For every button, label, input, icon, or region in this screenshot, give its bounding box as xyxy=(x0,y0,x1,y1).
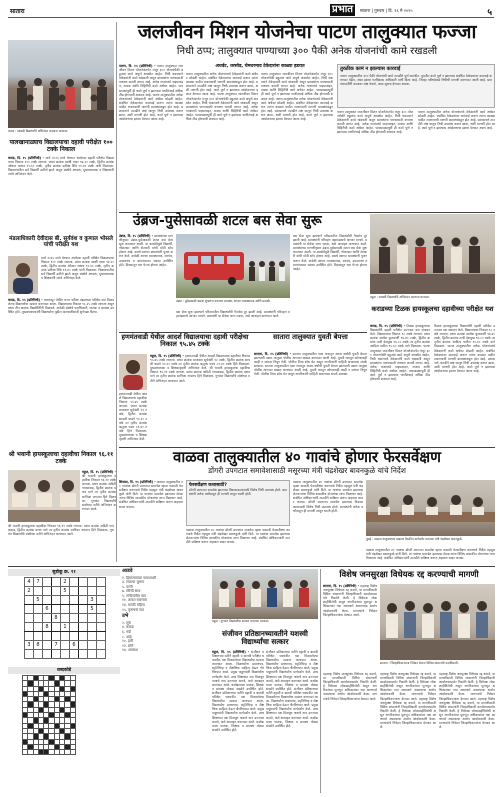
sudoku-cell xyxy=(70,614,79,623)
sudoku-cell xyxy=(70,650,79,659)
sudoku-cell: 8 xyxy=(34,641,43,650)
tilak-group-photo xyxy=(370,214,495,294)
masthead-info: सातारा | गुरुवार | दि. १६ मे २०२५ xyxy=(360,8,413,13)
felicitation-text: संजीवन प्रतिष्ठानच्या वतीने दहावी व बारावी परीक्षेत घवघवीत यश मिळवलेल्या विद्यार्थ्यांचा सत्कार करण्यात आला. विद्यार्थ्यांना प्रमाणपत्र, स्मृतिचिन्ह व शैक्षणिक साहित्य देऊन गौरविण्यात आले. प्रमुख पाहुण्यांनी विद्यार्थ्यांना मार्गदर्शन केले. उच्च शिक्षणात यश मिळवून गावाचे नाव उज्ज्वल करावे, असे आवाहन करण्यात आले. कार्यक्रमाला पालक, शिक्षक व ग्रामस्थ मोठ्या संख्येने उपस्थित होते. xyxy=(212,650,264,691)
felicitation-body-1 xyxy=(212,650,264,794)
exam-success-body xyxy=(8,298,114,410)
tilak-text: टिळक हायस्कूलच्या विद्यार्थ्यांनी दहावी परीक्षेत उज्ज्वल यश संपादन केले. विद्यालयाचा निकाल ९८ टक्के लागला. प्रथम क्रमांक सार्थक कुलकर्णी ९७.४० टक्के, द्वितीय क्रमांक तन्वी देशमुख ९६.८० टक्के तर तृतीय क्रमांक आदित्य पाटील ९५.६० टक्के याने मिळवला. xyxy=(370,324,430,349)
sudoku-cell xyxy=(43,614,52,623)
clues-down-title: उभे xyxy=(122,613,129,620)
lead-subhead: निधी ठप्प; तालुक्यात पाण्याच्या ३०० पैकी अनेक योजनांची कामे रखडली xyxy=(176,46,438,57)
walwa-body-4 xyxy=(366,548,495,564)
sudoku-cell xyxy=(79,605,88,614)
bill-protest-photo xyxy=(380,584,495,660)
bill-text-3: महाराष्ट्र विशेष जनसुरक्षा विधेयक रद्द करावे, या मागणीसाठी विविध संघटनांनी जिल्हाधिकारी कार्यालयासमोर निदर्शने केली. हे विधेयक लोकशाहीविरोधी असून नागरिकांच्या मूलभूत अधिकारांवर गदा आणणारे असल्याचा आरोप आंदोलकांनी केला. मागण्यांचे निवेदन जिल्हाधिकाऱ्यांना देण्यात आले. xyxy=(380,672,436,701)
school-result-body xyxy=(8,156,114,234)
bus-dateline: उंब्रज, दि. १५ (प्रतिनिधी) - xyxy=(119,234,154,238)
sudoku-cell xyxy=(43,650,52,659)
bill-text-4b: महाराष्ट्र विशेष जनसुरक्षा विधेयक रद्द करावे, या मागणीसाठी विविध संघटनांनी जिल्हाधिकारी कार्यालयासमोर निदर्शने केली. हे विधेयक लोकशाहीविरोधी असून नागरिकांच्या मूलभूत अधिकारांवर गदा आणणारे असल्याचा आरोप आंदोलकांनी केला. मागण्यांचे निवेदन जिल्हाधिकाऱ्यांना देण्यात आले. xyxy=(439,696,495,730)
clue-item: १. हिमालयाच्या पायथ्याशी xyxy=(122,575,156,580)
sudoku-cell: 4 xyxy=(25,578,34,587)
crossword-title: शब्दकोडे xyxy=(8,667,120,674)
exam-success-dateline: कराड, दि. १५ (प्रतिनिधी) - xyxy=(8,298,43,302)
crossword-grid xyxy=(22,675,76,755)
lead-text-3: पाटण तालुक्यात जलजीवन मिशन योजनेअंतर्गत मंजूर ३०० योजनांपैकी बहुतांश कामे अपूर्ण अवस्थेत आहेत. निधी थकल्याने ठेकेदारांनी कामे थांबवली असून ग्रामस्थांना पाण्यासाठी वणवण करावी लागत आहे. अनेक गावांमध्ये पाइपलाइन, टाक्या आणि विहिरींची कामे अर्धवट आहेत. पावसाळ्यापूर्वी ही कामे पूर्ण न झाल्यास पाणीटंचाई अधिक तीव्र होण्याची शक्यता आहे. xyxy=(261,72,333,101)
sudoku-cell: 6 xyxy=(43,605,52,614)
sudoku-cell xyxy=(88,587,97,596)
sudoku-cell xyxy=(97,650,106,659)
lead-body-col5 xyxy=(418,110,495,210)
bus-launch-photo xyxy=(176,234,290,298)
sudoku-cell: 7 xyxy=(52,641,61,650)
exam-success-side xyxy=(41,256,114,296)
lead-text: पाटण तालुक्यात जलजीवन मिशन योजनेअंतर्गत मंजूर ३०० योजनांपैकी बहुतांश कामे अपूर्ण अवस्थेत आहेत. निधी थकल्याने ठेकेदारांनी कामे थांबवली असून ग्रामस्थांना पाण्यासाठी वणवण करावी लागत आहे. अनेक गावांमध्ये पाइपलाइन, टाक्या आणि विहिरींची कामे अर्धवट आहेत. पावसाळ्यापूर्वी ही कामे पूर्ण न झाल्यास पाणीटंचाई अधिक तीव्र होण्याची शक्यता आहे. xyxy=(119,64,183,97)
felicitation-text-2b: संजीवन प्रतिष्ठानच्या वतीने दहावी व बारावी परीक्षेत घवघवीत यश मिळवलेल्या विद्यार्थ्यांचा सत्कार करण्यात आला. विद्यार्थ्यांना प्रमाणपत्र, स्मृतिचिन्ह व शैक्षणिक साहित्य देऊन गौरविण्यात आले. प्रमुख पाहुण्यांनी विद्यार्थ्यांना मार्गदर्शन केले. उच्च शिक्षणात यश मिळवून गावाचे नाव उज्ज्वल करावे, असे आवाहन करण्यात आले. कार्यक्रमाला पालक, शिक्षक व ग्रामस्थ मोठ्या संख्येने उपस्थित होते. xyxy=(266,686,318,728)
sudoku-cell xyxy=(97,596,106,605)
sudoku-cell xyxy=(34,587,43,596)
adarsh-dateline: वडूज, दि. १५ (प्रतिनिधी) - xyxy=(150,354,184,358)
clue-item: १०. हत्ती xyxy=(122,639,134,644)
walwa-text-3b: डोंगरी उपगटात समावेश झाल्यास विकासकामांसाठी विशेष निधी उपलब्ध होतो. ग्रामस्थांनी अनेक वर्षांपासून ही मागणी लावून धरली होती. xyxy=(293,500,363,513)
sudoku-cell xyxy=(88,614,97,623)
sudoku-cell xyxy=(25,614,34,623)
tilak-dateline: कराड, दि. १५ (प्रतिनिधी) - xyxy=(370,324,406,328)
sudoku-cell xyxy=(79,587,88,596)
bill-body-4 xyxy=(439,672,495,794)
sudoku-cell: 5 xyxy=(88,605,97,614)
lead-text-2: पाटण तालुक्यातील अनेक योजनांमध्ये ठेकेदारांनी कामे अर्धवट सोडली आहेत. संबंधित ठेकेदारांवर कारवाई करून त्यांना काळ्या यादीत टाकण्याची मागणी ग्रामस्थांकडून होत आहे. प्रशासनाने तातडीने लक्ष घालून निधी उपलब्ध करून द्यावा, अशी मागणी होत आहे. कामे पूर्ण न झाल्यास आंदोलनाचा इशारा देण्यात आला आहे. xyxy=(186,72,258,97)
walwa-body-3 xyxy=(293,480,363,564)
walwa-photo-caption: मुंबई : वाळवा तालुक्याच्या प्रश्नावर बैठकीत मार्गदर्शन करताना मंत्री चंद्रशेखर बावनकुळे. xyxy=(366,537,463,541)
exam-success-headline: मंडलाधिकारी देवीदास बी. सूर्यवंश व कुणाल भोसले यांची परीक्षेत यश xyxy=(9,236,113,249)
sudoku-cell xyxy=(61,641,70,650)
sudoku-cell xyxy=(34,650,43,659)
adarsh-portrait xyxy=(119,354,147,390)
sudoku-cell xyxy=(52,650,61,659)
school-group-photo xyxy=(8,40,114,128)
lead-body-col1 xyxy=(119,64,183,210)
sudoku-cell xyxy=(79,650,88,659)
clue-item: १२. सोने xyxy=(122,643,134,648)
sudoku-cell: 3 xyxy=(88,596,97,605)
sudoku-cell: 2 xyxy=(25,587,34,596)
sudoku-cell xyxy=(61,614,70,623)
clues-down-list xyxy=(122,621,210,653)
sudoku-cell xyxy=(34,632,43,641)
adarsh-text-2: हणमंतवाडी येथील आदर्श विद्यालयाचा दहावीचा निकाल ९५.४५ टक्के लागला. प्रथम क्रमांक प्राजक्ता सूर्यवंशी ९२ टक्के, द्वितीय क्रमांक सायली घाडगे ९०.२० टक्के तर तृतीय क्रमांक ऋतुजा पवार ८९.४० टक्के हिने मिळवला. मुख्याध्यापक व शिक्षकवृंदांनी अभिनंदन केले. xyxy=(119,392,147,442)
bus-body-3 xyxy=(293,234,367,330)
felicitation-caption: वडूज : गुणवंत विद्यार्थ्यांचा सत्कार करताना मान्यवर. xyxy=(212,619,270,623)
bhavani-body-2 xyxy=(8,524,114,554)
sudoku-cell xyxy=(88,641,97,650)
sudoku-cell xyxy=(97,578,106,587)
sudoku-cell: 7 xyxy=(34,578,43,587)
sudoku-title: सुडोकू क्र. ११ xyxy=(8,569,120,576)
walwa-dateline: शिराळा, दि. १५ (प्रतिनिधी) - xyxy=(119,480,156,484)
sudoku-cell xyxy=(43,578,52,587)
sudoku-cell xyxy=(34,614,43,623)
sudoku-cell xyxy=(97,587,106,596)
clue-item: ६. नदी xyxy=(122,629,131,634)
clue-item: ८. आई xyxy=(122,634,132,639)
school-result-text: मार्च २०२५ मध्ये घेण्यात आलेल्या दहावी परीक्षेत विद्यालयाचा निकाल १०० टक्के लागला. प्रथम क्रमांक साक्षी पवार ९४.२० टक्के, द्वितीय क्रमांक ओंकार जाधव ९२.६० टक्के, तृतीय क्रमांक प्रतीक्षा शिंदे ९१.४० टक्के यांनी मिळवला. विद्यालयातील सर्व विद्यार्थी उत्तीर्ण झाले असून संस्थेचे अध्यक्ष, मुख्याध्यापक व शिक्षकांनी त्यांचे अभिनंदन केले. xyxy=(8,156,114,177)
sudoku-cell xyxy=(88,650,97,659)
sudoku-cell: 5 xyxy=(61,587,70,596)
clue-item: ४. कमळ xyxy=(122,625,134,630)
satara-body xyxy=(254,352,367,444)
adarsh-text: हणमंतवाडी येथील आदर्श विद्यालयाचा दहावीचा निकाल ९५.४५ टक्के लागला. प्रथम क्रमांक प्राजक्ता सूर्यवंशी ९२ टक्के, द्वितीय क्रमांक सायली घाडगे ९०.२० टक्के तर तृतीय क्रमांक ऋतुजा पवार ८९.४० टक्के हिने मिळवला. मुख्याध्यापक व शिक्षकवृंदांनी अभिनंदन केले. xyxy=(150,354,250,371)
adarsh-body-2 xyxy=(119,392,147,444)
sudoku-cell xyxy=(70,623,79,632)
sudoku-cell xyxy=(25,650,34,659)
adarsh-text-b: श्री भवानी हायस्कूलचा दहावीचा निकाल ९६.११ टक्के लागला. प्रथम क्रमांक अदिती गायकवाड, द्वितीय क्रमांक प्रणव माने तर तृतीय क्रमांक सानिका जगताप हिने मिळवला. गुणवंत विद्यार्थ्यांचे संस्थेच्या वतीने अभिनंदन करण्यात आले. xyxy=(150,366,250,383)
bus-text-3b: ग्रामस्थांच्या मागणीनुसार उंब्रज-पुसेसावळी शटल बस सेवा सुरू करण्यात आली. या बससेवेमुळे विद्यार्थी, नोकरदार आणि शेतकरी यांची मोठी सोय होणार आहे. बसचे स्वागत ग्रामस्थांनी पूजन करून केले. यावेळी आगार व्यवस्थापक, सरपंच, उपसरपंच व ग्रामपंचायत सदस्य उपस्थित होते. दिवसातून चार फेऱ्या होणार आहेत. xyxy=(293,246,367,271)
bhavani-text: श्री भवानी हायस्कूलचा दहावीचा निकाल ९६.११ टक्के लागला. प्रथम क्रमांक अदिती गायकवाड, द्वितीय क्रमांक प्रणव माने तर तृतीय क्रमांक सानिका जगताप हिने मिळवला. गुणवंत विद्यार्थ्यांचे संस्थेच्या वतीने अभिनंदन करण्यात आले. xyxy=(82,474,116,511)
sudoku-cell xyxy=(88,623,97,632)
lead-body-col2 xyxy=(186,72,258,210)
lead-dateline: पाटण, दि. १५ (प्रतिनिधी) - xyxy=(119,64,156,68)
bill-dateline: सातारा, दि. १५ (प्रतिनिधी) - xyxy=(323,584,360,588)
bill-text: महाराष्ट्र विशेष जनसुरक्षा विधेयक रद्द करावे, या मागणीसाठी विविध संघटनांनी जिल्हाधिकारी कार्यालयासमोर निदर्शने केली. हे विधेयक लोकशाहीविरोधी असून नागरिकांच्या मूलभूत अधिकारांवर गदा आणणारे असल्याचा आरोप आंदोलकांनी केला. मागण्यांचे निवेदन जिल्हाधिकाऱ्यांना देण्यात आले. xyxy=(323,584,377,617)
tilak-text-2: टिळक हायस्कूलच्या विद्यार्थ्यांनी दहावी परीक्षेत उज्ज्वल यश संपादन केले. विद्यालयाचा निकाल ९८ टक्के लागला. प्रथम क्रमांक सार्थक कुलकर्णी ९७.४० टक्के, द्वितीय क्रमांक तन्वी देशमुख ९६.८० टक्के तर तृतीय क्रमांक आदित्य पाटील ९५.६० टक्के याने मिळवला. xyxy=(434,324,495,349)
page-number: ५ xyxy=(487,8,492,18)
walwa-text-3: वाळवा तालुक्यातील ४० गावांचा डोंगरी उपगटात समावेश व्हावा यासाठी फेरसर्वेक्षण करण्याचे निर्देश महसूल मंत्री चंद्रशेखर बावनकुळे यांनी दिले. या गावांचा समावेश झाल्यास शेतकऱ्यांना विविध शासकीय योजनांचा लाभ मिळणार आहे. संबंधित अधिकाऱ्यांनी तातडीने सर्वेक्षण करून अहवाल सादर करावा. xyxy=(293,480,363,505)
satara-dateline: सातारा, दि. १५ (प्रतिनिधी) - xyxy=(254,352,292,356)
walwa-text: वाळवा तालुक्यातील ४० गावांचा डोंगरी उपगटात समावेश व्हावा यासाठी फेरसर्वेक्षण करण्याचे निर्देश महसूल मंत्री चंद्रशेखर बावनकुळे यांनी दिले. या गावांचा समावेश झाल्यास शेतकऱ्यांना विविध शासकीय योजनांचा लाभ मिळणार आहे. संबंधित अधिकाऱ्यांनी तातडीने सर्वेक्षण करून अहवाल सादर करावा. xyxy=(119,480,183,509)
sudoku-cell xyxy=(61,596,70,605)
bill-headline: विशेष जनसुरक्षा विधेयक रद्द करण्याची मागणी xyxy=(339,569,479,579)
sudoku-cell xyxy=(52,605,61,614)
masthead-logo: प्रभात xyxy=(332,4,354,15)
sudoku-cell xyxy=(52,623,61,632)
lead-box-body: पाटण तालुक्यातील ३०० पैकी योजनांची कामे तातडीने पूर्ण करावीत. मुदतीत कामे पूर्ण न झाल्यास संबंधित ठेकेदारांवर कारवाई करण्यात येईल, असा इशारा गटविकास अधिकारी यांनी दिला आहे. जिल्हा परिषदेकडे निधीची मागणी करण्यात आली आहे. ग्रामपंचायतींनी कामावर लक्ष ठेवावे, अशा सूचना देण्यात आल्या. xyxy=(340,73,492,86)
sudoku-cell xyxy=(61,632,70,641)
clue-item: १३. मराठी महिना xyxy=(122,603,145,608)
walwa-text-4: वाळवा तालुक्यातील ४० गावांचा डोंगरी उपगटात समावेश व्हावा यासाठी फेरसर्वेक्षण करण्याचे निर्देश महसूल मंत्री चंद्रशेखर बावनकुळे यांनी दिले. या गावांचा समावेश झाल्यास शेतकऱ्यांना विविध शासकीय योजनांचा लाभ मिळणार आहे. संबंधित अधिकाऱ्यांनी तातडीने सर्वेक्षण करून अहवाल सादर करावा. xyxy=(366,548,495,561)
sudoku-cell xyxy=(97,632,106,641)
sudoku-cell xyxy=(34,605,43,614)
bus-text-3: बस सेवा सुरू झाल्याने परिसरातील विद्यार्थ्यांची गैरसोय दूर झाली आहे. ग्रामस्थांनी परिवहन महामंडळाचे आभार मानले. प्रवाशांनी या सेवेचा लाभ घ्यावा, असे आवाहन करण्यात आले. xyxy=(293,234,367,247)
felicitation-text-b: संजीवन प्रतिष्ठानच्या वतीने दहावी व बारावी परीक्षेत घवघवीत यश मिळवलेल्या विद्यार्थ्यांचा सत्कार करण्यात आला. विद्यार्थ्यांना प्रमाणपत्र, स्मृतिचिन्ह व शैक्षणिक साहित्य देऊन गौरविण्यात आले. प्रमुख पाहुण्यांनी विद्यार्थ्यांना मार्गदर्शन केले. उच्च शिक्षणात यश मिळवून गावाचे नाव उज्ज्वल करावे, असे आवाहन करण्यात आले. कार्यक्रमाला पालक, शिक्षक व ग्रामस्थ मोठ्या संख्येने उपस्थित होते. xyxy=(212,690,264,732)
bus-text: ग्रामस्थांच्या मागणीनुसार उंब्रज-पुसेसावळी शटल बस सेवा सुरू करण्यात आली. या बससेवेमुळे विद्यार्थी, नोकरदार आणि शेतकरी यांची मोठी सोय होणार आहे. बसचे स्वागत ग्रामस्थांनी पूजन करून केले. यावेळी आगार व्यवस्थापक, सरपंच, उपसरपंच व ग्रामपंचायत सदस्य उपस्थित होते. दिवसातून चार फेऱ्या होणार आहेत. xyxy=(119,234,173,267)
sudoku-cell xyxy=(97,614,106,623)
clue-item: ३. राजाचा मुलगा xyxy=(122,580,145,585)
walwa-info-box xyxy=(186,480,290,526)
bhavani-headline: श्री भवानी हायस्कूलाचा दहावीचा निकाल ९६.११ टक्के xyxy=(8,451,114,465)
sudoku-cell xyxy=(25,632,34,641)
masthead xyxy=(8,4,494,18)
bhavani-students-photo xyxy=(8,470,80,522)
lead-text-5: पाटण तालुक्यातील अनेक योजनांमध्ये ठेकेदारांनी कामे अर्धवट सोडली आहेत. संबंधित ठेकेदारांवर कारवाई करून त्यांना काळ्या यादीत टाकण्याची मागणी ग्रामस्थांकडून होत आहे. प्रशासनाने तातडीने लक्ष घालून निधी उपलब्ध करून द्यावा, अशी मागणी होत आहे. कामे पूर्ण न झाल्यास आंदोलनाचा इशारा देण्यात आला आहे. xyxy=(418,110,495,131)
tilak-text-2b: पाटण तालुक्यातील अनेक योजनांमध्ये ठेकेदारांनी कामे अर्धवट सोडली आहेत. संबंधित ठेकेदारांवर कारवाई करून त्यांना काळ्या यादीत टाकण्याची मागणी ग्रामस्थांकडून होत आहे. प्रशासनाने तातडीने लक्ष घालून निधी उपलब्ध करून द्यावा, अशी मागणी होत आहे. कामे पूर्ण न झाल्यास आंदोलनाचा इशारा देण्यात आला आहे. xyxy=(434,344,495,374)
sudoku-cell xyxy=(70,578,79,587)
sudoku-cell xyxy=(79,632,88,641)
felicitation-photo xyxy=(212,569,318,619)
lead-headline: जलजीवन मिशन योजनेचा पाटण तालुक्यात फज्जा xyxy=(137,21,477,43)
lead-info-box xyxy=(337,64,495,108)
sudoku-cell xyxy=(79,578,88,587)
walwa-text-2: वाळवा तालुक्यातील ४० गावांचा डोंगरी उपगटात समावेश व्हावा यासाठी फेरसर्वेक्षण करण्याचे निर्देश महसूल मंत्री चंद्रशेखर बावनकुळे यांनी दिले. या गावांचा समावेश झाल्यास शेतकऱ्यांना विविध शासकीय योजनांचा लाभ मिळणार आहे. संबंधित अधिकाऱ्यांनी तातडीने सर्वेक्षण करून अहवाल सादर करावा. xyxy=(186,528,290,545)
bill-text-3b: महाराष्ट्र विशेष जनसुरक्षा विधेयक रद्द करावे, या मागणीसाठी विविध संघटनांनी जिल्हाधिकारी कार्यालयासमोर निदर्शने केली. हे विधेयक लोकशाहीविरोधी असून नागरिकांच्या मूलभूत अधिकारांवर गदा आणणारे असल्याचा आरोप आंदोलकांनी केला. मागण्यांचे निवेदन जिल्हाधिकाऱ्यांना देण्यात आले. xyxy=(380,696,436,730)
lead-subhead-2: अधर्वट, धरसोड, चेमधरमाव टेकेदारांना काळ्या हडरात xyxy=(215,64,305,69)
sudoku-cell xyxy=(25,623,34,632)
exam-success-side-text: मार्च २०२५ मध्ये घेण्यात आलेल्या दहावी परीक्षेत विद्यालयाचा निकाल १०० टक्के लागला. प्रथम क्रमांक साक्षी पवार ९४.२० टक्के, द्वितीय क्रमांक ओंकार जाधव ९२.६० टक्के, तृतीय क्रमांक प्रतीक्षा शिंदे ९१.४० टक्के यांनी मिळवला. विद्यालयातील सर्व विद्यार्थी उत्तीर्ण झाले असून संस्थेचे अध्यक्ष, मुख्याध्यापक व शिक्षकांनी त्यांचे अभिनंदन केले. xyxy=(41,256,114,281)
school-photo-caption: कराड : यशस्वी विद्यार्थ्यांचे अभिनंदन करताना मान्यवर. xyxy=(8,129,69,133)
exam-success-text: मलकापूर येथील राज्य परीक्षा मंडळाच्या परीक्षेत यश मिळवलेल्या विद्यार्थ्यांचा सत्कार करण्यात आला. विद्यालयाचा निकाल ९८.२५ टक्के लागला असून प्रथम तीन क्रमांक विद्यार्थिनींनी मिळवले. यावेळी संस्थेचे पदाधिकारी, पालक व ग्रामस्थ उपस्थित होते. मुख्याध्यापकांनी विद्यार्थ्यांना पुढील वाटचालीसाठी शुभेच्छा दिल्या. xyxy=(8,298,114,315)
bus-text-2: बस सेवा सुरू झाल्याने परिसरातील विद्यार्थ्यांची गैरसोय दूर झाली आहे. ग्रामस्थांनी परिवहन महामंडळाचे आभार मानले. प्रवाशांनी या सेवेचा लाभ घ्यावा, असे आवाहन करण्यात आले. xyxy=(176,310,290,319)
lead-body-col4 xyxy=(337,110,413,210)
adarsh-headline: हणमंतवाडी येथील आदर्श विद्यालयाचा दहावी परीक्षेचा निकाल ९५.४५ टक्के xyxy=(121,333,249,349)
bus-body-2 xyxy=(176,310,290,330)
sudoku-cell xyxy=(25,596,34,605)
clue-item: १४. आकाश xyxy=(122,648,138,653)
sudoku-cell: 8 xyxy=(52,614,61,623)
sudoku-cell xyxy=(79,641,88,650)
bill-photo-caption: सातारा : जिल्हाधिकाऱ्यांना निवेदन देताना विविध संघटनांचे पदाधिकारी. xyxy=(380,661,459,665)
sudoku-cell xyxy=(79,623,88,632)
clues-across-title: आडवे xyxy=(122,568,133,574)
adarsh-body xyxy=(150,354,250,444)
tilak-body-2 xyxy=(434,324,495,444)
walwa-meeting-photo xyxy=(366,480,495,536)
felicitation-headline: संजीवन प्रतिष्ठानच्यावतीने यशस्वी विद्यार्थ्यांचा सत्कार xyxy=(222,629,308,646)
clue-item: ११. शेतात राबणारा xyxy=(122,598,148,603)
bill-body-3 xyxy=(380,672,436,794)
sudoku-cell xyxy=(97,641,106,650)
tilak-text-b: पाटण तालुक्यात जलजीवन मिशन योजनेअंतर्गत मंजूर ३०० योजनांपैकी बहुतांश कामे अपूर्ण अवस्थेत आहेत. निधी थकल्याने ठेकेदारांनी कामे थांबवली असून ग्रामस्थांना पाण्यासाठी वणवण करावी लागत आहे. अनेक गावांमध्ये पाइपलाइन, टाक्या आणि विहिरींची कामे अर्धवट आहेत. पावसाळ्यापूर्वी ही कामे पूर्ण न झाल्यास पाणीटंचाई अधिक तीव्र होण्याची शक्यता आहे. xyxy=(370,344,430,382)
sudoku-cell xyxy=(43,632,52,641)
tilak-photo-caption: वडूज : यशस्वी विद्यार्थ्यांचे अभिनंदन करताना मान्यवर. xyxy=(370,295,430,299)
walwa-body-1 xyxy=(119,480,183,564)
clues-across-list xyxy=(122,576,210,613)
sudoku-cell xyxy=(79,614,88,623)
sudoku-cell xyxy=(43,596,52,605)
bus-illustration xyxy=(176,234,290,298)
bhavani-body xyxy=(82,470,116,522)
walwa-subhead: डोंगरी उपगटात समावेशासाठी मसूरच्या मंत्री चंद्रशेखर बावनकुळे यांचे निर्देश xyxy=(208,466,406,475)
sudoku-cell: 5 xyxy=(34,596,43,605)
felicitation-dateline: वडूज, दि. १५ (प्रतिनिधी) - xyxy=(212,650,250,654)
bill-body-2 xyxy=(323,672,377,794)
school-result-headline: पालखानाळ्याच विद्यालयाचा दहावी परीक्षेत १०० टक्के निकाल xyxy=(9,139,113,153)
tilak-body xyxy=(370,324,430,444)
section-label: सातारा xyxy=(10,8,25,15)
tilak-headline: कराडच्या टिळक हायस्कूलचा दहावीच्या परीक्षेत यश xyxy=(371,305,494,313)
bus-photo-caption: उंब्रज : पुसेसावळी बसचा शुभारंभ करताना ग्रामस्थ, आगार व्यवस्थापक आणि प्रवासी. xyxy=(176,299,271,303)
sudoku-cell xyxy=(70,587,79,596)
lead-text-2b: पाटण तालुक्यात जलजीवन मिशन योजनेअंतर्गत मंजूर ३०० योजनांपैकी बहुतांश कामे अपूर्ण अवस्थेत आहेत. निधी थकल्याने ठेकेदारांनी कामे थांबवली असून ग्रामस्थांना पाण्यासाठी वणवण करावी लागत आहे. अनेक गावांमध्ये पाइपलाइन, टाक्या आणि विहिरींची कामे अर्धवट आहेत. पावसाळ्यापूर्वी ही कामे पूर्ण न झाल्यास पाणीटंचाई अधिक तीव्र होण्याची शक्यता आहे. xyxy=(186,92,258,122)
walwa-body-2 xyxy=(186,528,290,564)
lead-text-3b: पाटण तालुक्यातील अनेक योजनांमध्ये ठेकेदारांनी कामे अर्धवट सोडली आहेत. संबंधित ठेकेदारांवर कारवाई करून त्यांना काळ्या यादीत टाकण्याची मागणी ग्रामस्थांकडून होत आहे. प्रशासनाने तातडीने लक्ष घालून निधी उपलब्ध करून द्यावा, अशी मागणी होत आहे. कामे पूर्ण न झाल्यास आंदोलनाचा इशारा देण्यात आला आहे. xyxy=(261,96,333,122)
lead-text-4: पाटण तालुक्यात जलजीवन मिशन योजनेअंतर्गत मंजूर ३०० योजनांपैकी बहुतांश कामे अपूर्ण अवस्थेत आहेत. निधी थकल्याने ठेकेदारांनी कामे थांबवली असून ग्रामस्थांना पाण्यासाठी वणवण करावी लागत आहे. अनेक गावांमध्ये पाइपलाइन, टाक्या आणि विहिरींची कामे अर्धवट आहेत. पावसाळ्यापूर्वी ही कामे पूर्ण न झाल्यास पाणीटंचाई अधिक तीव्र होण्याची शक्यता आहे. xyxy=(337,110,413,135)
sudoku-cell xyxy=(52,578,61,587)
bhavani-text-2: श्री भवानी हायस्कूलचा दहावीचा निकाल ९६.११ टक्के लागला. प्रथम क्रमांक अदिती गायकवाड, द्वितीय क्रमांक प्रणव माने तर तृतीय क्रमांक सानिका जगताप हिने मिळवला. गुणवंत विद्यार्थ्यांचे संस्थेच्या वतीने अभिनंदन करण्यात आले. xyxy=(8,524,114,537)
sudoku-cell: 2 xyxy=(61,578,70,587)
sudoku-cell xyxy=(52,632,61,641)
sudoku-cell xyxy=(88,578,97,587)
bhavani-dateline: वडूज, दि. १५ (प्रतिनिधी) - xyxy=(82,470,116,474)
bill-body-1 xyxy=(323,584,377,670)
clue-item: १५. कृष्णाचे नाव xyxy=(122,607,144,612)
sudoku-cell xyxy=(61,650,70,659)
felicitation-body-2 xyxy=(266,650,318,794)
bill-text-4: महाराष्ट्र विशेष जनसुरक्षा विधेयक रद्द करावे, या मागणीसाठी विविध संघटनांनी जिल्हाधिकारी कार्यालयासमोर निदर्शने केली. हे विधेयक लोकशाहीविरोधी असून नागरिकांच्या मूलभूत अधिकारांवर गदा आणणारे असल्याचा आरोप आंदोलकांनी केला. मागण्यांचे निवेदन जिल्हाधिकाऱ्यांना देण्यात आले. xyxy=(439,672,495,701)
lead-body-col3 xyxy=(261,72,333,210)
sudoku-cell xyxy=(88,632,97,641)
bus-body xyxy=(119,234,173,330)
sudoku-cell xyxy=(61,605,70,614)
student-portrait-1 xyxy=(8,256,38,294)
sudoku-cell xyxy=(52,596,61,605)
walwa-headline: वाळवा तालुक्यातील ४० गावांचे होणार फेरसर्वेक्षण xyxy=(173,448,441,466)
clue-item: २. सूर्य xyxy=(122,620,131,625)
clue-item: ९. संगीतातील स्वर xyxy=(122,593,146,598)
felicitation-text-2: संजीवन प्रतिष्ठानच्या वतीने दहावी व बारावी परीक्षेत घवघवीत यश मिळवलेल्या विद्यार्थ्यांचा सत्कार करण्यात आला. विद्यार्थ्यांना प्रमाणपत्र, स्मृतिचिन्ह व शैक्षणिक साहित्य देऊन गौरविण्यात आले. प्रमुख पाहुण्यांनी विद्यार्थ्यांना मार्गदर्शन केले. उच्च शिक्षणात यश मिळवून गावाचे नाव उज्ज्वल करावे, असे आवाहन करण्यात आले. कार्यक्रमाला पालक, शिक्षक व ग्रामस्थ मोठ्या संख्येने उपस्थित होते. xyxy=(266,650,318,691)
sudoku-cell xyxy=(79,596,88,605)
sudoku-cell xyxy=(25,605,34,614)
sudoku-cell xyxy=(70,605,79,614)
satara-text: सातारा तालुक्यातील एका गावातून अठरा वर्षांची युवती बेपत्ता झाल्याची तक्रार तालुका पोलीस ठाण्यात दाखल करण्यात आली आहे. युवती घरातून कोणालाही काही न सांगता निघून गेली. पोलीस तिचा शोध घेत असून नागरिकांनी माहिती असल्यास संपर्क साधावा. xyxy=(254,352,367,369)
sudoku-cell xyxy=(34,623,43,632)
sudoku-cell: 1 xyxy=(61,623,70,632)
crossword-cell xyxy=(70,750,75,755)
sudoku-cell xyxy=(97,623,106,632)
walwa-box-title: फेरसर्वेक्षण कशासाठी? xyxy=(189,483,227,488)
sudoku-cell xyxy=(52,587,61,596)
lead-text-b: पाटण तालुक्यातील अनेक योजनांमध्ये ठेकेदारांनी कामे अर्धवट सोडली आहेत. संबंधित ठेकेदारांवर कारवाई करून त्यांना काळ्या यादीत टाकण्याची मागणी ग्रामस्थांकडून होत आहे. प्रशासनाने तातडीने लक्ष घालून निधी उपलब्ध करून द्यावा, अशी मागणी होत आहे. कामे पूर्ण न झाल्यास आंदोलनाचा इशारा देण्यात आला आहे. xyxy=(119,92,183,122)
sudoku-cell: 8 xyxy=(43,623,52,632)
bus-headline: उंब्रज-पुसेसावळी शटल बस सेवा सुरू xyxy=(133,213,322,229)
school-result-dateline: कराड, दि. १५ (प्रतिनिधी) - xyxy=(8,156,44,160)
satara-text-b: सातारा तालुक्यातील एका गावातून अठरा वर्षांची युवती बेपत्ता झाल्याची तक्रार तालुका पोलीस ठाण्यात दाखल करण्यात आली आहे. युवती घरातून कोणालाही काही न सांगता निघून गेली. पोलीस तिचा शोध घेत असून नागरिकांनी माहिती असल्यास संपर्क साधावा. xyxy=(254,364,367,377)
bill-text-2: महाराष्ट्र विशेष जनसुरक्षा विधेयक रद्द करावे, या मागणीसाठी विविध संघटनांनी जिल्हाधिकारी कार्यालयासमोर निदर्शने केली. हे विधेयक लोकशाहीविरोधी असून नागरिकांच्या मूलभूत अधिकारांवर गदा आणणारे असल्याचा आरोप आंदोलकांनी केला. मागण्यांचे निवेदन जिल्हाधिकाऱ्यांना देण्यात आले. xyxy=(323,672,377,701)
sudoku-cell xyxy=(97,605,106,614)
sudoku-cell xyxy=(43,641,52,650)
sudoku-cell xyxy=(43,587,52,596)
sudoku-cell: 3 xyxy=(25,641,34,650)
clues-panel xyxy=(122,569,210,793)
sudoku-cell xyxy=(70,596,79,605)
walwa-box-body: डोंगरी उपगटात समावेश झाल्यास विकासकामांसाठी विशेष निधी उपलब्ध होतो. ग्रामस्थांनी अनेक वर्षांपासून ही मागणी लावून धरली होती. xyxy=(189,488,287,497)
sudoku-grid xyxy=(24,577,106,659)
clue-item: ७. स्त्रीची साथ xyxy=(122,589,141,594)
group-photo-figures xyxy=(8,40,114,128)
sudoku-cell: 6 xyxy=(70,641,79,650)
clue-item: ५. पाणी xyxy=(122,584,133,589)
lead-box-title: तुरळीक कामं न झाल्यास कारवाई xyxy=(340,66,401,72)
sudoku-cell xyxy=(70,632,79,641)
satara-headline: सातारा तालुक्यात युवती बेपत्ता xyxy=(273,333,348,341)
